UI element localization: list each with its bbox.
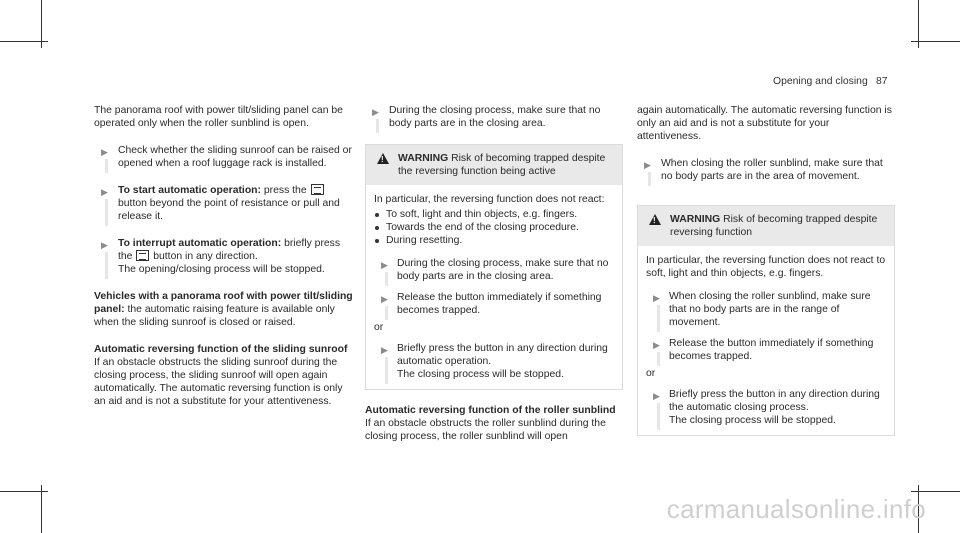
warning-header <box>366 145 622 185</box>
auto-reverse-section <box>94 343 354 408</box>
switch-button-icon <box>136 250 149 261</box>
or-text: or <box>374 322 384 333</box>
instruction-step <box>374 291 614 317</box>
arrow-icon: ▶ <box>381 294 388 304</box>
step-bar <box>105 252 108 279</box>
warning-header <box>638 206 894 246</box>
instruction-step <box>94 237 354 276</box>
crop-mark <box>41 485 42 533</box>
step-bar <box>648 172 651 186</box>
continued-paragraph: again automatically. The automatic reversing function is only an aid and is not a substitute for your attentiveness. <box>637 105 892 142</box>
crop-mark <box>911 41 960 42</box>
list-item: To soft, light and thin objects, e.g. fingers. <box>374 208 614 221</box>
step-text: button in any direction. <box>153 251 258 262</box>
instruction-step <box>94 184 354 223</box>
auto-reverse-heading: Automatic reversing function of the sliding sunroof <box>94 344 348 355</box>
step-bar <box>385 306 388 320</box>
auto-reverse-text: If an obstacle obstructs the sliding sunroof during the closing process, the sliding sunroof will open again automatically. The automatic reversing function is only an aid and is not a substitute for your attentiveness. <box>94 357 343 407</box>
step-text: briefly press the <box>118 238 341 262</box>
list-item: Towards the end of the closing procedure. <box>374 221 614 234</box>
arrow-icon: ▶ <box>381 260 388 270</box>
warning-label: WARNING <box>670 214 721 225</box>
step-bar <box>657 352 660 366</box>
step-text: During the closing process, make sure that no body parts are in the closing area. <box>389 105 601 129</box>
step-text: button beyond the point of resistance or pull and release it. <box>118 198 340 222</box>
warning-label: WARNING <box>398 153 449 164</box>
warning-body <box>366 185 622 389</box>
arrow-icon: ▶ <box>101 187 108 197</box>
arrow-icon: ▶ <box>653 293 660 303</box>
column-left <box>94 104 354 408</box>
vehicles-heading: Vehicles with a panorama roof with power tilt/sliding panel: <box>94 291 353 315</box>
watermark: carmanualsonline.info <box>666 494 926 524</box>
warning-box <box>637 205 895 436</box>
step-text: Check whether the sliding sunroof can be raised or opened when a roof luggage rack is installed. <box>118 145 352 169</box>
warning-intro: In particular, the reversing function does not react: <box>374 194 605 205</box>
arrow-icon: ▶ <box>101 240 108 250</box>
warning-title: Risk of becoming trapped despite the reversing function being active <box>398 153 606 177</box>
step-text: During the closing process, make sure that no body parts are in the closing area. <box>397 258 609 282</box>
step-result: The closing process will be stopped. <box>669 415 836 426</box>
vehicles-note <box>94 290 354 329</box>
instruction-step <box>646 337 886 363</box>
arrow-icon: ▶ <box>101 147 108 157</box>
step-result: The closing process will be stopped. <box>397 369 564 380</box>
vehicles-text: the automatic raising feature is available only when the sliding sunroof is closed or raised. <box>94 304 335 328</box>
instruction-step <box>374 257 614 283</box>
instruction-step <box>637 157 895 183</box>
warning-triangle-icon <box>377 153 389 164</box>
crop-mark <box>0 491 48 492</box>
instruction-step <box>646 290 886 329</box>
page-number: 87 <box>876 76 888 87</box>
arrow-icon: ▶ <box>653 340 660 350</box>
step-result: The opening/closing process will be stopped. <box>118 264 325 275</box>
roller-reverse-text: If an obstacle obstructs the roller sunblind during the closing process, the roller sunblind will open <box>365 418 606 442</box>
arrow-icon: ▶ <box>372 107 379 117</box>
step-heading: To start automatic operation: <box>118 185 261 196</box>
list-item: During resetting. <box>374 234 614 247</box>
step-bar <box>105 159 108 173</box>
intro-paragraph: The panorama roof with power tilt/sliding panel can be operated only when the roller sunblind is open. <box>94 105 343 129</box>
step-text: Briefly press the button in any direction during automatic operation. <box>397 343 608 367</box>
warning-list <box>374 208 614 247</box>
arrow-icon: ▶ <box>381 345 388 355</box>
instruction-step <box>94 144 354 170</box>
instruction-step <box>374 342 614 381</box>
step-text: Release the button immediately if something becomes trapped. <box>397 292 602 316</box>
instruction-step <box>365 104 623 130</box>
step-bar <box>376 119 379 133</box>
step-bar <box>385 272 388 286</box>
instruction-step <box>646 388 886 427</box>
step-text: When closing the roller sunblind, make sure that no body parts are in the range of movement. <box>669 291 871 328</box>
arrow-icon: ▶ <box>653 391 660 401</box>
switch-button-icon <box>311 184 324 195</box>
warning-triangle-icon <box>649 214 661 225</box>
warning-box <box>365 144 623 390</box>
step-text: press the <box>263 185 307 196</box>
warning-intro: In particular, the reversing function does not react to soft, light and thin objects, e.g. fingers. <box>646 255 886 279</box>
crop-mark <box>911 491 960 492</box>
crop-mark <box>0 41 48 42</box>
step-bar <box>385 357 388 384</box>
step-heading: To interrupt automatic operation: <box>118 238 282 249</box>
or-text: or <box>646 368 656 379</box>
step-text: Release the button immediately if something becomes trapped. <box>669 338 874 362</box>
arrow-icon: ▶ <box>644 160 651 170</box>
roller-reverse-section <box>365 404 623 443</box>
warning-title: Risk of becoming trapped despite reversing function <box>670 214 878 238</box>
roller-reverse-heading: Automatic reversing function of the roller sunblind <box>365 405 616 416</box>
warning-body <box>638 246 894 435</box>
step-bar <box>657 403 660 430</box>
column-middle <box>365 104 623 443</box>
step-bar <box>657 305 660 332</box>
step-text: Briefly press the button in any direction during the automatic closing process. <box>669 389 880 413</box>
step-bar <box>105 199 108 226</box>
step-text: When closing the roller sunblind, make sure that no body parts are in the area of movement. <box>661 158 883 182</box>
section-header: Opening and closing <box>773 76 868 87</box>
column-right <box>637 104 895 450</box>
